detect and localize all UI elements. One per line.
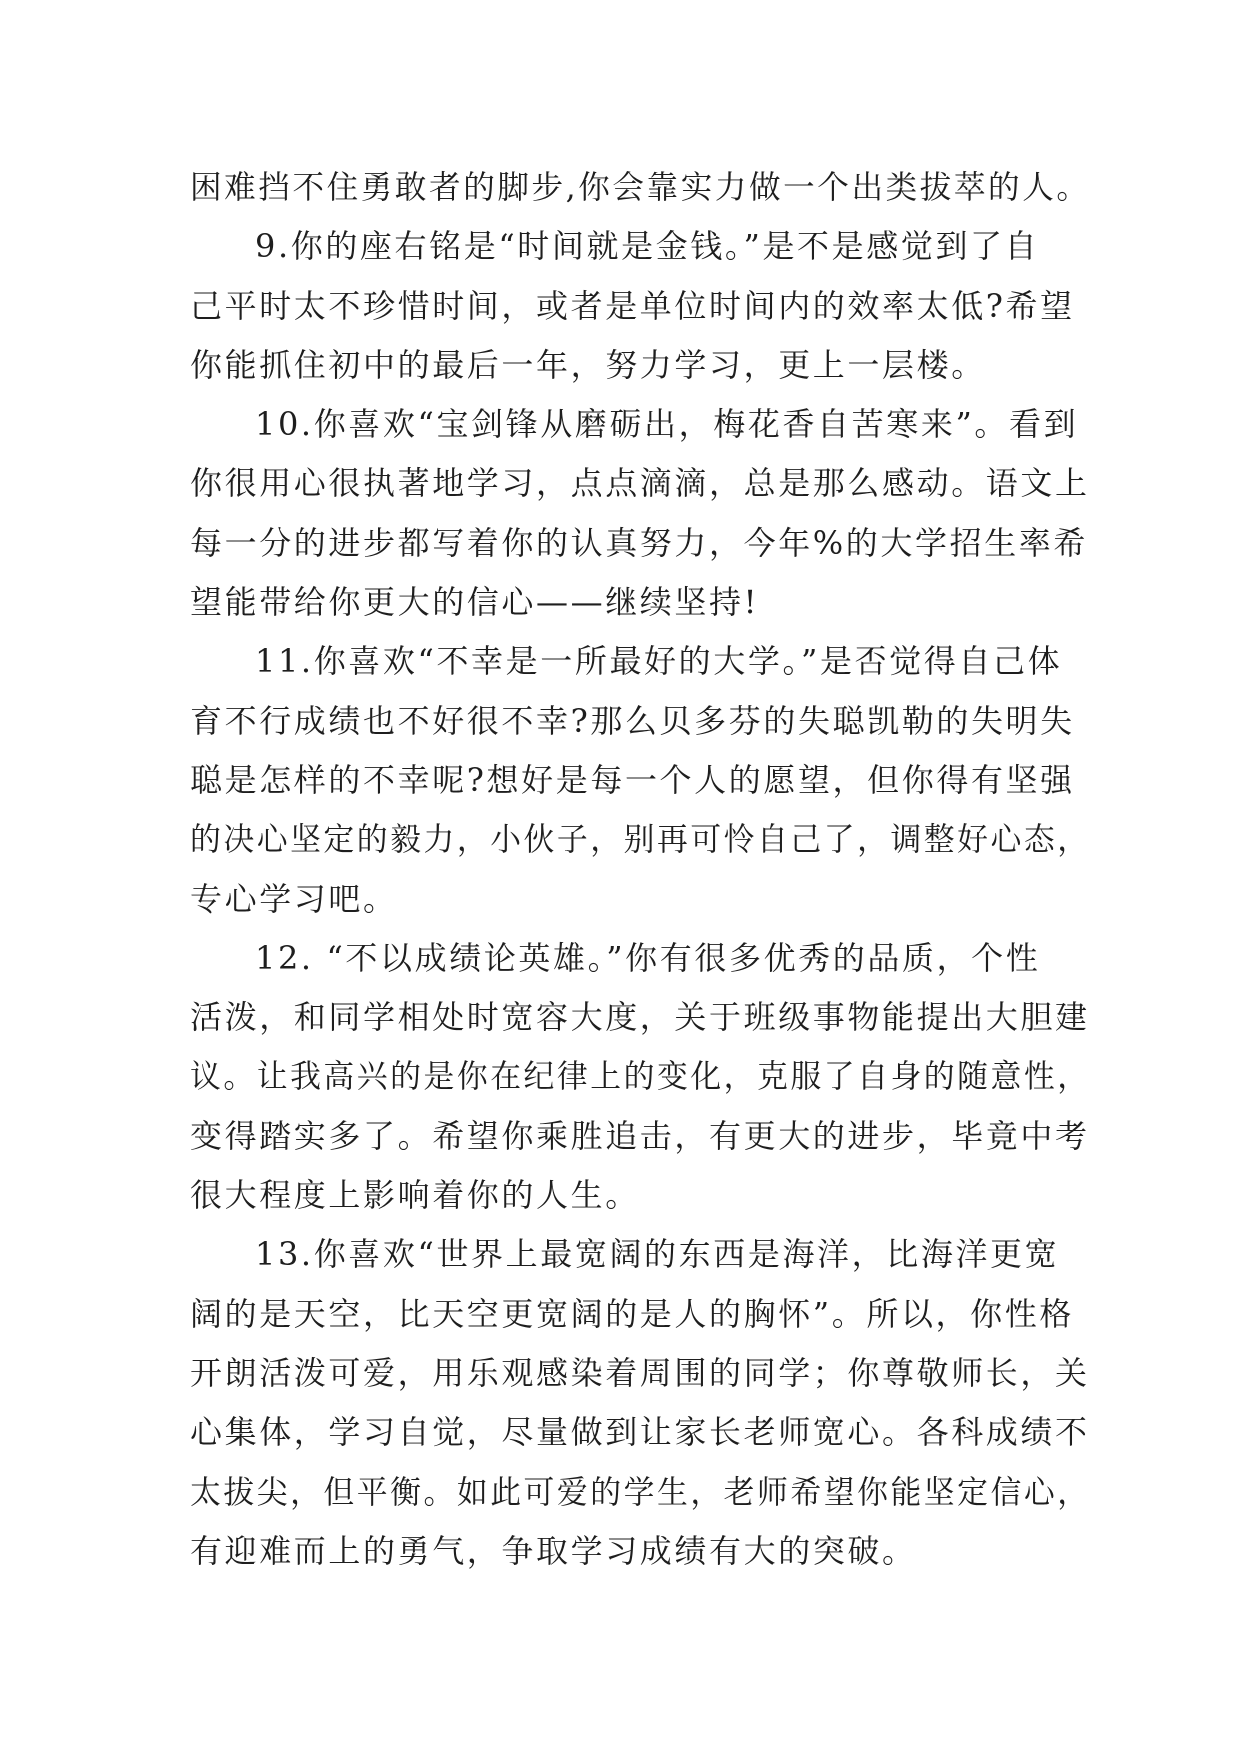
text-line: 育不行成绩也不好很不幸?那么贝多芬的失聪凯勒的失明失 — [190, 701, 1075, 740]
text-line: 己平时太不珍惜时间，或者是单位时间内的效率太低?希望 — [190, 286, 1075, 325]
text-line: 聪是怎样的不幸呢?想好是每一个人的愿望，但你得有坚强 — [190, 760, 1075, 799]
text-line: 10.你喜欢“宝剑锋从磨砺出，梅花香自苦寒来”。看到 — [255, 405, 1079, 444]
text-line: 太拔尖，但平衡。如此可爱的学生，老师希望你能坚定信心， — [190, 1472, 1091, 1511]
text-line: 11.你喜欢“不幸是一所最好的大学。”是否觉得自己体 — [255, 642, 1063, 681]
text-line: 12. “不以成绩论英雄。”你有很多优秀的品质，个性 — [255, 938, 1041, 977]
text-line: 专心学习吧。 — [190, 879, 398, 918]
text-line: 有迎难而上的勇气，争取学习成绩有大的突破。 — [190, 1531, 917, 1570]
text-line: 开朗活泼可爱，用乐观感染着周围的同学；你尊敬师长，关 — [190, 1353, 1090, 1392]
text-line: 望能带给你更大的信心——继续坚持! — [190, 583, 760, 622]
document-body — [190, 158, 1090, 1581]
text-line: 很大程度上影响着你的人生。 — [190, 1176, 640, 1215]
text-line: 心集体，学习自觉，尽量做到让家长老师宽心。各科成绩不 — [190, 1413, 1090, 1452]
text-line: 议。让我高兴的是你在纪律上的变化，克服了自身的随意性， — [190, 1057, 1091, 1096]
text-line: 你能抓住初中的最后一年，努力学习，更上一层楼。 — [190, 345, 986, 384]
text-line: 活泼，和同学相处时宽容大度，关于班级事物能提出大胆建 — [190, 998, 1090, 1037]
text-line: 变得踏实多了。希望你乘胜追击，有更大的进步，毕竟中考 — [190, 1116, 1090, 1155]
text-line: 每一分的进步都写着你的认真努力，今年%的大学招生率希 — [190, 523, 1089, 562]
text-line: 9.你的座右铭是“时间就是金钱。”是不是感觉到了自 — [255, 227, 1040, 266]
text-line: 阔的是天空，比天空更宽阔的是人的胸怀”。所以，你性格 — [190, 1294, 1074, 1333]
text-line: 你很用心很执著地学习，点点滴滴，总是那么感动。语文上 — [190, 464, 1090, 503]
text-line: 困难挡不住勇敢者的脚步,你会靠实力做一个出类拔萃的人。 — [190, 168, 1091, 206]
text-line: 的决心坚定的毅力，小伙子，别再可怜自己了，调整好心态， — [190, 820, 1091, 859]
text-line: 13.你喜欢“世界上最宽阔的东西是海洋，比海洋更宽 — [255, 1235, 1060, 1274]
